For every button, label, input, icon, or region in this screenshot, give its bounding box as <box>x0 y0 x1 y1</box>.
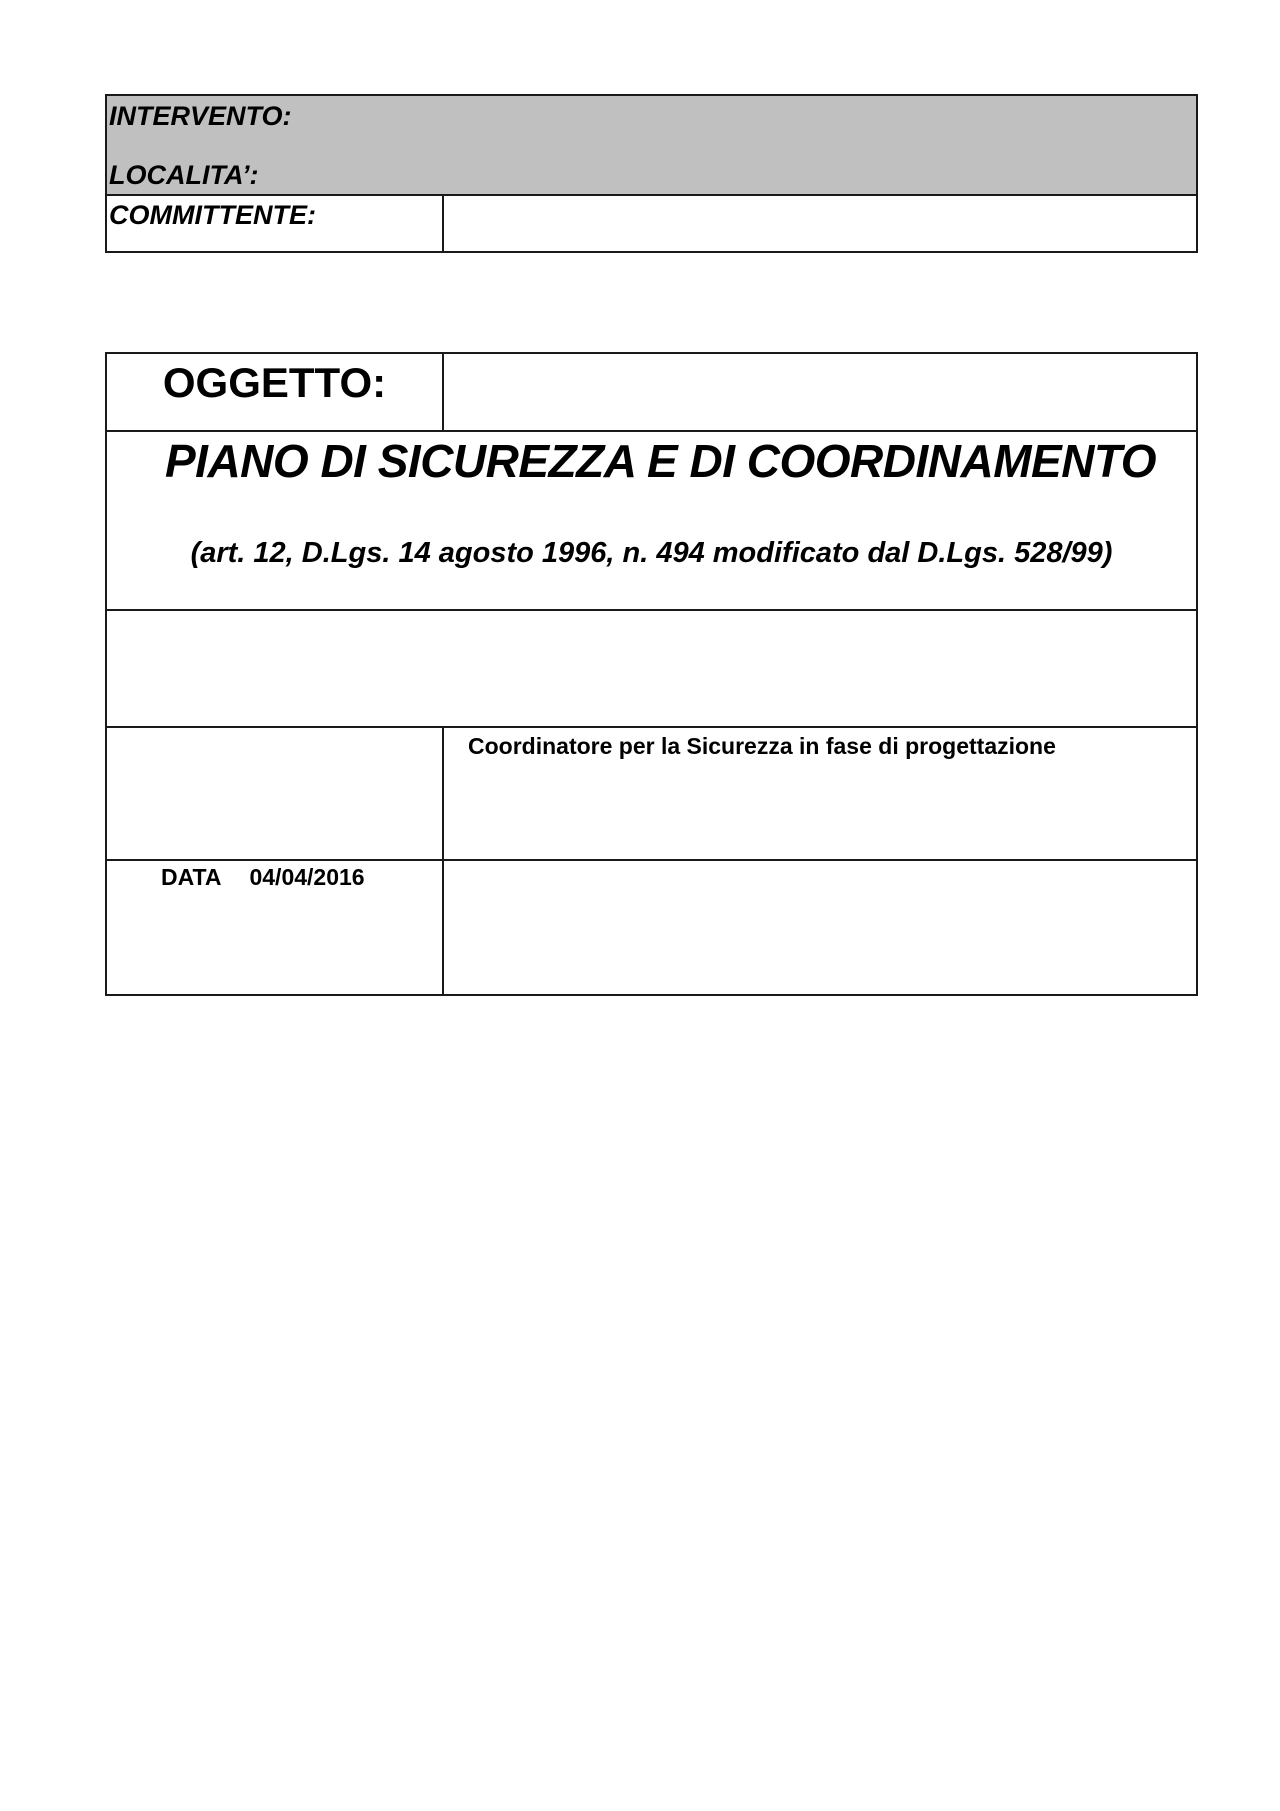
intervento-label: INTERVENTO: <box>109 101 292 131</box>
row-divider <box>107 726 1196 728</box>
date-label: DATA <box>161 864 222 890</box>
document-title: PIANO DI SICUREZZA E DI COORDINAMENTO <box>165 435 1156 487</box>
row-divider <box>107 859 1196 861</box>
header-table <box>105 94 1198 253</box>
oggetto-divider <box>442 354 444 430</box>
date-row <box>161 864 365 892</box>
coordinator-label: Coordinatore per la Sicurezza in fase di progettazione <box>468 733 1056 759</box>
legal-reference: (art. 12, D.Lgs. 14 agosto 1996, n. 494 modificato dal D.Lgs. 528/99) <box>190 537 1113 569</box>
date-value: 04/04/2016 <box>249 864 365 890</box>
cover-table <box>105 352 1198 996</box>
row-divider <box>107 430 1196 432</box>
oggetto-label: OGGETTO: <box>162 359 387 406</box>
localita-label: LOCALITA’: <box>109 160 259 190</box>
committente-divider <box>442 194 444 251</box>
committente-label: COMMITTENTE: <box>109 200 316 230</box>
row-divider <box>107 609 1196 611</box>
